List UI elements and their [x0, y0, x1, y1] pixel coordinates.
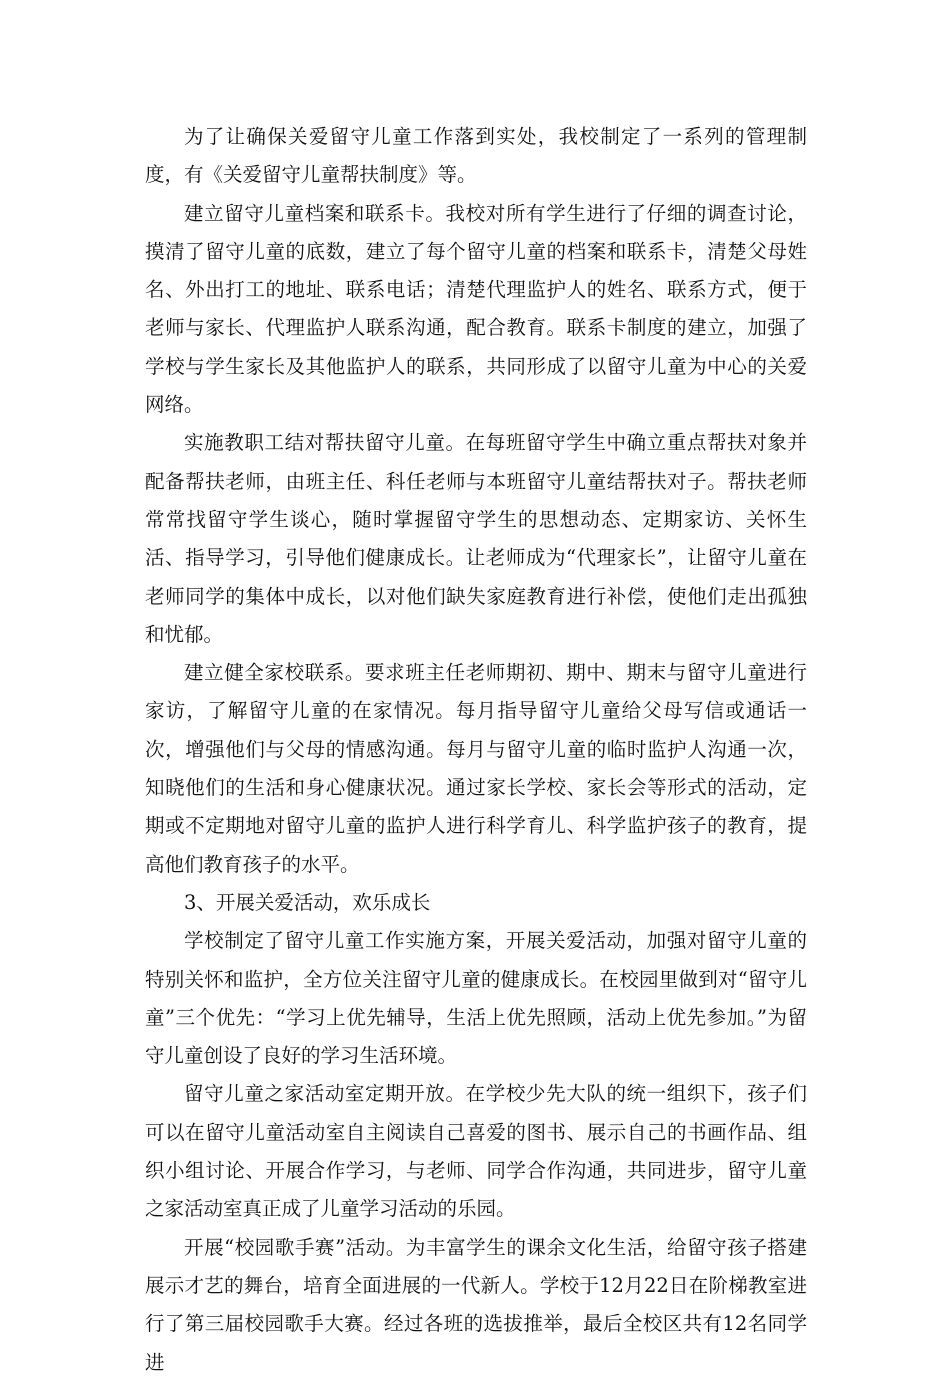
section-heading-care-activities: 3、开展关爱活动，欢乐成长: [184, 890, 431, 914]
document-body: [145, 118, 807, 1382]
paragraph-archive-contact-card: 建立留守儿童档案和联系卡。我校对所有学生进行了仔细的调查讨论，摸清了留守儿童的底数，建立了每个留守儿童的档案和联系卡，清楚父母姓名、外出打工的地址、联系电话；清楚代理监护人的姓名、联系方式，便于老师与家长、代理监护人联系沟通，配合教育。联系卡制度的建立，加强了学校与学生家长及其他监护人的联系，共同形成了以留守儿童为中心的关爱网络。: [145, 201, 807, 417]
paragraph-activity-room: 留守儿童之家活动室定期开放。在学校少先大队的统一组织下，孩子们可以在留守儿童活动室自主阅读自己喜爱的图书、展示自己的书画作品、组织小组讨论、开展合作学习，与老师、同学合作沟通，共同进步，留守儿童之家活动室真正成了儿童学习活动的乐园。: [145, 1082, 807, 1221]
paragraph-staff-pairing: 实施教职工结对帮扶留守儿童。在每班留守学生中确立重点帮扶对象并配备帮扶老师，由班主任、科任老师与本班留守儿童结帮扶对子。帮扶老师常常找留守学生谈心，随时掌握留守学生的思想动态、定期家访、关怀生活、指导学习，引导他们健康成长。让老师成为“代理家长”，让留守儿童在老师同学的集体中成长，以对他们缺失家庭教育进行补偿，使他们走出孤独和忧郁。: [145, 431, 807, 646]
paragraph-singer-contest: 开展“校园歌手赛”活动。为丰富学生的课余文化生活，给留守孩子搭建展示才艺的舞台，培育全面进展的一代新人。学校于12月22日在阶梯教室进行了第三届校园歌手大赛。经过各班的选拔推举，最后全校区共有12名同学进: [145, 1235, 807, 1374]
paragraph-implementation-plan: 学校制定了留守儿童工作实施方案，开展关爱活动，加强对留守儿童的特别关怀和监护，全方位关注留守儿童的健康成长。在校园里做到对“留守儿童”三个优先：“学习上优先辅导，生活上优先照顾，活动上优先参加。”为留守儿童创设了良好的学习生活环境。: [145, 929, 807, 1068]
paragraph-management-system: 为了让确保关爱留守儿童工作落到实处，我校制定了一系列的管理制度，有《关爱留守儿童帮扶制度》等。: [145, 125, 807, 187]
paragraph-home-school-contact: 建立健全家校联系。要求班主任老师期初、期中、期末与留守儿童进行家访，了解留守儿童的在家情况。每月指导留守儿童给父母写信或通话一次，增强他们与父母的情感沟通。每月与留守儿童的临时监护人沟通一次，知晓他们的生活和身心健康状况。通过家长学校、家长会等形式的活动，定期或不定期地对留守儿童的监护人进行科学育儿、科学监护孩子的教育，提高他们教育孩子的水平。: [145, 661, 807, 876]
